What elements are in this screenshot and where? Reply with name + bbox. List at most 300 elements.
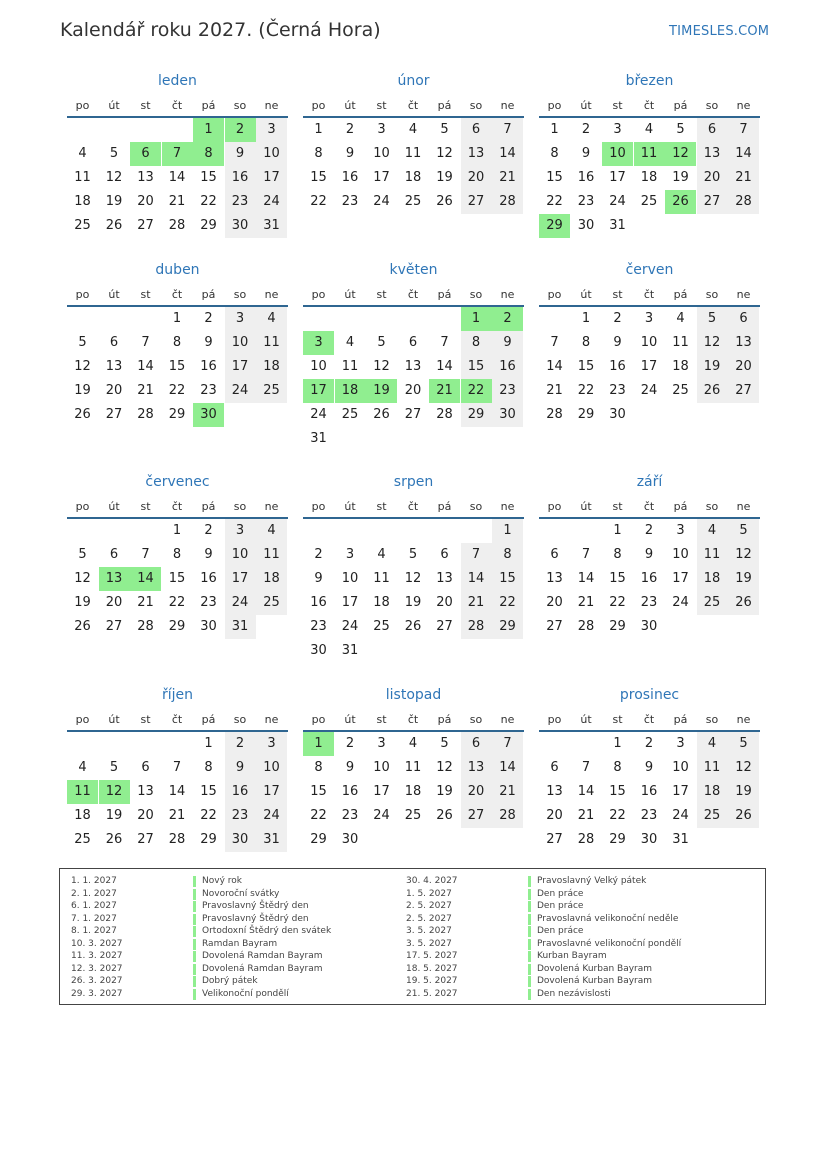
weekday-header: čt [643,500,655,513]
day-cell: 19 [728,780,759,804]
day-cell: 8 [314,760,323,775]
legend-date: 1. 1. 2027 [71,876,117,886]
legend-holiday-name: Dovolená Ramdan Bayram [202,963,323,974]
brand-link[interactable]: TIMESLES.COM [669,24,770,39]
day-cell: 11 [697,756,728,780]
day-cell: 4 [78,146,87,161]
day-cell: 12 [105,170,123,185]
day-cell: 13 [137,784,154,799]
legend-holiday-name: Den práce [537,926,584,936]
day-cell: 28 [137,407,154,422]
month-name: leden [158,73,197,89]
weekday-header: pá [437,288,452,301]
day-cell: 24 [373,194,390,209]
day-cell: 14 [137,359,154,374]
day-cell: 10 [672,760,689,775]
weekday-header: ne [736,713,751,726]
day-cell: 24 [225,591,256,615]
day-cell: 14 [546,359,563,374]
weekday-header: pá [673,500,688,513]
weekday-header: pá [673,99,688,112]
day-cell: 26 [373,407,390,422]
month-name: srpen [393,474,434,490]
day-cell: 3 [256,732,287,756]
day-cell: 19 [436,784,453,799]
day-cell: 10 [225,543,256,567]
day-cell: 10 [225,331,256,355]
day-cell: 6 [408,335,418,350]
day-cell: 4 [697,519,728,543]
day-cell: 31 [341,643,359,658]
day-cell: 25 [697,591,728,615]
day-cell: 23 [200,595,217,610]
day-cell: 21 [577,808,595,823]
day-cell: 17 [672,784,689,799]
day-cell: 9 [204,335,213,350]
day-cell: 19 [436,170,453,185]
day-cell: 19 [105,194,123,209]
legend-date: 19. 5. 2027 [406,976,458,986]
day-cell: 3 [676,736,685,751]
day-cell: 6 [141,760,150,775]
legend-date: 29. 3. 2027 [71,988,123,999]
day-cell: 17 [341,595,359,610]
day-cell: 20 [137,194,154,209]
day-cell: 15 [461,355,492,379]
day-cell: 4 [676,311,685,326]
day-cell: 25 [341,407,359,422]
day-cell: 8 [613,760,622,775]
weekday-header: st [612,713,623,726]
legend-holiday-name: Ramdan Bayram [202,938,278,949]
day-cell: 9 [644,547,654,562]
day-cell: 13 [728,331,759,355]
weekday-header: so [705,500,719,513]
month-name: červen [625,262,674,278]
holiday-marker [528,976,531,987]
day-cell: 1 [492,519,523,543]
day-cell: 23 [341,808,359,823]
holiday-marker [193,939,196,950]
day-cell: 1 [613,523,622,538]
holiday-marker [193,914,196,925]
day-cell: 27 [728,379,759,403]
day-cell: 14 [492,142,523,166]
day-cell: 15 [200,784,217,799]
legend-date: 12. 3. 2027 [71,963,123,974]
day-cell: 26 [404,619,422,634]
day-cell: 12 [665,142,696,166]
day-cell: 16 [225,780,256,804]
day-cell: 19 [366,379,397,403]
holiday-marker [528,914,531,925]
legend-holiday-name: Pravoslavné velikonoční pondělí [537,938,682,949]
day-cell: 4 [697,732,728,756]
day-cell: 1 [172,311,182,326]
day-cell: 22 [461,379,492,403]
day-cell: 14 [168,170,186,185]
holiday-marker [528,951,531,962]
day-cell: 3 [303,331,334,355]
day-cell: 11 [404,760,422,775]
weekday-header: so [469,99,483,112]
day-cell: 19 [74,595,91,610]
weekday-header: po [311,288,326,301]
day-cell: 16 [609,359,626,374]
day-cell: 3 [613,122,622,137]
day-cell: 3 [345,547,355,562]
day-cell: 2 [314,547,323,562]
day-cell: 11 [697,543,728,567]
legend-date: 17. 5. 2027 [406,951,458,961]
day-cell: 9 [644,760,654,775]
day-cell: 5 [78,335,87,350]
weekday-header: čt [171,288,183,301]
legend-holiday-name: Pravoslavný Štědrý den [202,913,309,924]
weekday-header: čt [407,288,419,301]
weekday-header: ne [264,288,279,301]
day-cell: 8 [172,335,182,350]
day-cell: 14 [492,756,523,780]
day-cell: 10 [310,359,327,374]
weekday-header: so [233,99,247,112]
day-cell: 7 [172,760,182,775]
day-cell: 10 [672,547,689,562]
day-cell: 14 [577,571,595,586]
legend-date: 6. 1. 2027 [71,901,117,911]
day-cell: 11 [634,142,665,166]
weekday-header: ne [500,99,515,112]
day-cell: 24 [672,595,689,610]
day-cell: 28 [492,804,523,828]
day-cell: 16 [577,170,595,185]
day-cell: 21 [137,383,154,398]
weekday-header: st [140,99,151,112]
day-cell: 13 [436,571,453,586]
weekday-header: pá [201,99,216,112]
day-cell: 18 [74,808,91,823]
day-cell: 25 [672,383,689,398]
day-cell: 14 [577,784,595,799]
day-cell: 31 [672,832,689,847]
day-cell: 19 [728,567,759,591]
day-cell: 20 [697,166,728,190]
day-cell: 15 [310,170,327,185]
weekday-header: čt [171,500,183,513]
weekday-header: ne [736,99,751,112]
day-cell: 7 [141,547,150,562]
day-cell: 25 [373,619,390,634]
weekday-header: so [705,713,719,726]
day-cell: 18 [373,595,390,610]
day-cell: 21 [492,166,523,190]
holiday-legend [59,868,766,1005]
month-block [303,614,524,847]
day-cell: 19 [74,383,91,398]
day-cell: 21 [137,595,154,610]
day-cell: 20 [137,808,154,823]
weekday-header: st [376,99,387,112]
day-cell: 22 [168,383,186,398]
month-block [539,614,760,847]
weekday-header: ne [500,713,515,726]
day-cell: 20 [105,383,123,398]
day-cell: 6 [461,118,492,142]
day-cell: 15 [609,571,626,586]
day-cell: 29 [609,619,626,634]
day-cell: 12 [697,331,728,355]
day-cell: 2 [613,311,622,326]
day-cell: 8 [550,146,559,161]
day-cell: 1 [461,307,492,331]
day-cell: 14 [728,142,759,166]
day-cell: 27 [105,619,123,634]
day-cell: 28 [461,615,492,639]
day-cell: 26 [697,379,728,403]
day-cell: 11 [256,331,287,355]
month-block [67,0,288,233]
day-cell: 13 [105,359,123,374]
day-cell: 27 [404,407,422,422]
day-cell: 6 [130,142,161,166]
day-cell: 22 [577,383,595,398]
day-cell: 25 [256,379,287,403]
day-cell: 8 [193,142,224,166]
day-cell: 20 [461,166,492,190]
day-cell: 10 [341,571,359,586]
day-cell: 17 [373,170,390,185]
day-cell: 18 [404,784,422,799]
weekday-header: pá [673,713,688,726]
legend-holiday-name: Pravoslavná velikonoční neděle [537,913,679,924]
month-block [303,189,524,446]
month-name: říjen [161,687,194,703]
day-cell: 4 [345,335,355,350]
weekday-header: po [547,713,562,726]
day-cell: 8 [461,331,492,355]
day-cell: 20 [436,595,453,610]
day-cell: 26 [728,591,759,615]
legend-holiday-name: Den práce [537,888,584,899]
day-cell: 1 [314,122,323,137]
day-cell: 28 [137,619,154,634]
weekday-header: st [612,99,623,112]
legend-date: 30. 4. 2027 [406,876,458,886]
day-cell: 22 [200,808,217,823]
weekday-header: čt [643,288,655,301]
day-cell: 6 [109,335,119,350]
day-cell: 25 [640,194,658,209]
day-cell: 27 [546,832,563,847]
legend-holiday-name: Dovolená Kurban Bayram [537,976,653,986]
weekday-header: st [140,713,151,726]
holiday-marker [528,989,531,1000]
day-cell: 1 [581,311,591,326]
day-cell: 24 [640,383,658,398]
weekday-header: ne [736,500,751,513]
day-cell: 3 [256,118,287,142]
legend-date: 21. 5. 2027 [406,988,458,999]
day-cell: 30 [640,619,658,634]
day-cell: 2 [492,307,523,331]
weekday-header: so [233,500,247,513]
day-cell: 2 [225,732,256,756]
day-cell: 15 [546,170,563,185]
weekday-header: po [547,288,562,301]
holiday-marker [528,889,531,900]
day-cell: 15 [168,359,186,374]
day-cell: 9 [345,146,355,161]
weekday-header: pá [437,500,452,513]
day-cell: 22 [609,808,626,823]
day-cell: 4 [408,736,418,751]
day-cell: 10 [256,756,287,780]
weekday-header: pá [201,500,216,513]
month-name: duben [155,262,200,278]
holiday-marker [193,989,196,1000]
day-cell: 7 [550,335,559,350]
page-title: Kalendář roku 2027. (Černá Hora) [60,19,381,41]
day-cell: 12 [404,571,422,586]
weekday-header: ne [264,713,279,726]
day-cell: 5 [697,307,728,331]
weekday-header: čt [171,713,183,726]
day-cell: 29 [310,832,327,847]
day-cell: 8 [172,547,182,562]
day-cell: 25 [404,194,422,209]
day-cell: 26 [436,808,453,823]
day-cell: 17 [256,780,287,804]
day-cell: 28 [168,832,186,847]
weekday-header: čt [407,99,419,112]
legend-date: 10. 3. 2027 [71,938,123,949]
legend-holiday-name: Ortodoxní Štědrý den svátek [202,926,332,936]
day-cell: 12 [436,146,453,161]
day-cell: 3 [225,307,256,331]
month-block [67,189,288,422]
day-cell: 18 [335,379,366,403]
day-cell: 9 [613,335,622,350]
day-cell: 22 [546,194,563,209]
day-cell: 17 [609,170,626,185]
day-cell: 5 [440,122,449,137]
day-cell: 13 [99,567,130,591]
day-cell: 22 [310,808,327,823]
day-cell: 1 [172,523,182,538]
day-cell: 6 [728,307,759,331]
day-cell: 20 [105,595,123,610]
day-cell: 16 [200,571,217,586]
day-cell: 18 [640,170,658,185]
day-cell: 11 [341,359,359,374]
weekday-header: čt [171,99,183,112]
weekday-header: pá [201,713,216,726]
day-cell: 19 [105,808,123,823]
weekday-header: po [75,500,90,513]
legend-holiday-name: Den nezávislosti [537,988,611,999]
day-cell: 31 [310,431,327,446]
weekday-header: ne [264,99,279,112]
weekday-header: čt [643,713,655,726]
day-cell: 4 [644,122,654,137]
day-cell: 6 [697,118,728,142]
weekday-header: po [311,500,326,513]
day-cell: 2 [581,122,591,137]
day-cell: 31 [225,615,256,639]
day-cell: 13 [461,142,492,166]
day-cell: 8 [204,760,213,775]
day-cell: 11 [67,780,98,804]
weekday-header: út [580,99,592,112]
weekday-header: so [469,500,483,513]
day-cell: 29 [461,403,492,427]
holiday-marker [193,951,196,962]
legend-date: 2. 5. 2027 [406,913,452,924]
weekday-header: ne [736,288,751,301]
day-cell: 9 [492,331,523,355]
day-cell: 27 [137,832,154,847]
legend-holiday-name: Velikonoční pondělí [202,988,289,999]
weekday-header: st [376,288,387,301]
day-cell: 13 [137,170,154,185]
weekday-header: so [705,99,719,112]
day-cell: 31 [256,214,287,238]
month-name: březen [625,73,674,89]
day-cell: 15 [168,571,186,586]
month-block [67,401,288,634]
day-cell: 8 [314,146,323,161]
legend-date: 2. 5. 2027 [406,901,452,911]
month-name: prosinec [619,687,680,703]
day-cell: 11 [256,543,287,567]
weekday-header: čt [407,713,419,726]
day-cell: 20 [461,780,492,804]
month-name: květen [389,262,438,278]
day-cell: 5 [78,547,87,562]
day-cell: 12 [373,359,390,374]
day-cell: 10 [640,335,658,350]
day-cell: 18 [697,780,728,804]
day-cell: 9 [581,146,591,161]
day-cell: 22 [168,595,186,610]
day-cell: 5 [377,335,386,350]
day-cell: 2 [644,736,654,751]
day-cell: 17 [373,784,390,799]
day-cell: 11 [404,146,422,161]
day-cell: 16 [640,571,658,586]
holiday-marker [193,876,196,887]
day-cell: 6 [461,732,492,756]
day-cell: 21 [461,591,492,615]
day-cell: 6 [109,547,119,562]
day-cell: 17 [225,355,256,379]
day-cell: 9 [225,142,256,166]
day-cell: 13 [546,571,563,586]
day-cell: 25 [404,808,422,823]
legend-holiday-name: Pravoslavný Velký pátek [537,876,647,886]
weekday-header: ne [500,500,515,513]
day-cell: 16 [200,359,217,374]
weekday-header: út [344,288,356,301]
day-cell: 8 [492,543,523,567]
day-cell: 24 [310,407,327,422]
day-cell: 25 [697,804,728,828]
day-cell: 26 [74,407,91,422]
day-cell: 28 [577,619,595,634]
day-cell: 29 [492,615,523,639]
day-cell: 18 [74,194,91,209]
day-cell: 1 [613,736,622,751]
